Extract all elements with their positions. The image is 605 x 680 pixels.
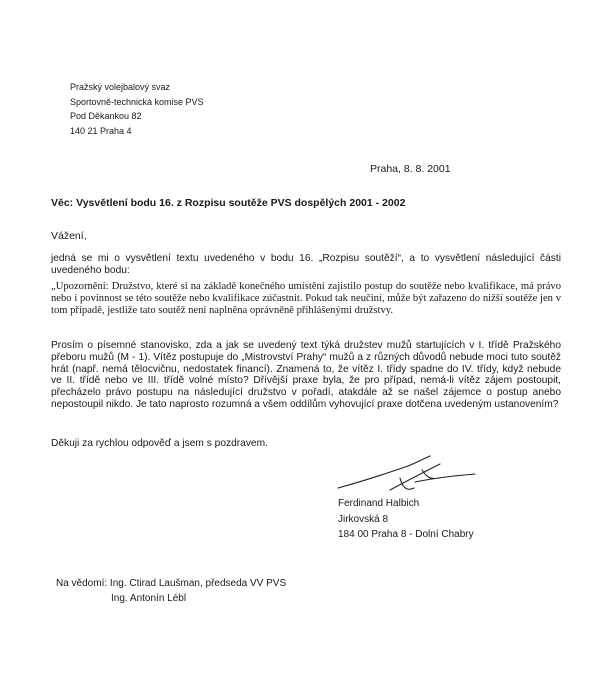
handwritten-signature	[330, 452, 480, 497]
signer-name: Ferdinand Halbich	[338, 498, 420, 509]
paragraph-closing: Děkuji za rychlou odpověď a jsem s pozdravem.	[51, 438, 268, 449]
paragraph-intro: jedná se mi o vysvětlení textu uvedeného v bodu 16. „Rozpisu soutěží“, a to vysvětlení následující části uvedeného bodu:	[51, 253, 561, 276]
signature-block	[338, 496, 474, 543]
cc-line-1: Na vědomí: Ing. Ctirad Laušman, předseda VV PVS	[56, 578, 287, 589]
letter-subject: Věc: Vysvětlení bodu 16. z Rozpisu soutěže PVS dospělých 2001 - 2002	[51, 197, 406, 209]
sender-street: Pod Děkankou 82	[70, 111, 142, 121]
sender-address	[70, 80, 204, 138]
sender-committee: Sportovně-technická komise PVS	[70, 96, 204, 107]
cc-block	[56, 576, 286, 606]
signer-street: Jirkovská 8	[338, 513, 389, 525]
signer-city: 184 00 Praha 8 - Dolní Chabry	[338, 529, 474, 540]
paragraph-quote: „Upozornění: Družstvo, které si na základě konečného umístění zajistilo postup do soutěže nebo kvalifikace, má právo nebo i povinnost se této soutěže nebo kvalifikace zúčastnit. Pokud tak neučiní, může být zařazeno do nižší soutěže jen v tom případě, jestliže tato soutěž není naplněna oprávněně přihlášenými družstvy.	[51, 281, 561, 316]
paragraph-question: Prosím o písemné stanovisko, zda a jak se uvedený text týká družstev mužů startujících v I. třídě Pražského přeboru mužů (M - 1). Vítěz postupuje do „Mistrovství Prahy“ mužů a z různých důvodů nebude moci tuto soutěž hrát (např. nemá tělocvičnu, nedostatek financí). Znamená to, že vítěz I. třídy spadne do IV. třídy, když nebude ve II. třídě nebo ve III. třídě volné místo? Dřívější praxe byla, že pro případ, nemá-li vítěz zájem postoupit, přecházelo právo postupu na následující družstvo v pořadí, atakdále až se našel zájemce o postup anebo nepostoupil nikdo. Je tato naprosto rozumná a všem oddílům vyhovující praxe dotčena uvedeným ustanovením?	[51, 340, 561, 410]
sender-city: 140 21 Praha 4	[70, 125, 132, 136]
cc-line-2: Ing. Antonín Lébl	[111, 593, 187, 604]
sender-organization: Pražský volejbalový svaz	[70, 82, 171, 92]
greeting: Vážení,	[51, 230, 87, 242]
letter-date: Praha, 8. 8. 2001	[370, 163, 451, 175]
